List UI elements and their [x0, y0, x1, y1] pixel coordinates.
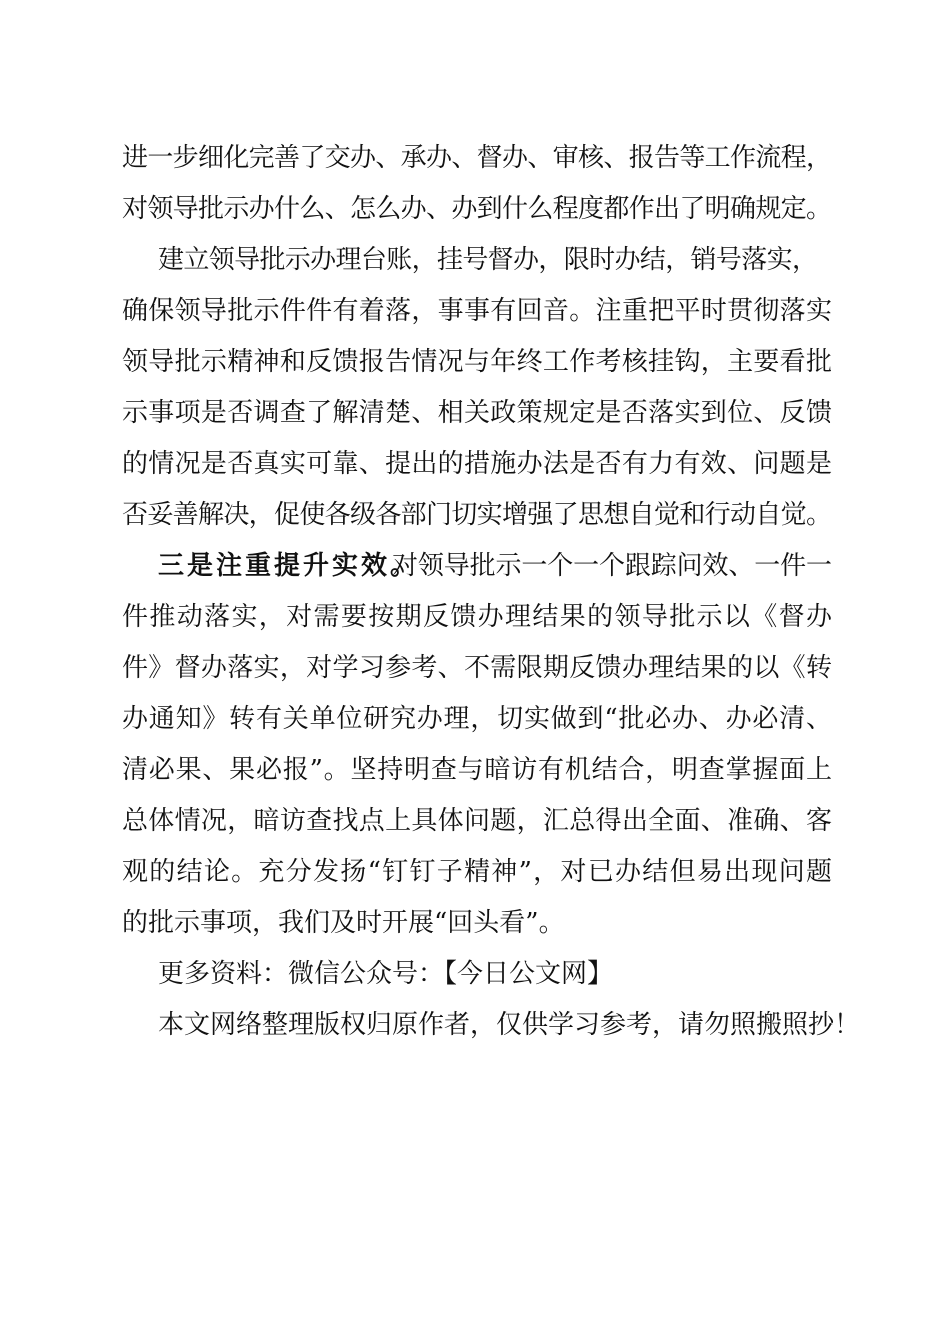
line-text: 件》督办落实，对学习参考、不需限期反馈办理结果的以《转 [122, 653, 833, 683]
text-line-9 [0, 546, 950, 586]
text-line-10 [0, 597, 950, 637]
text-line-2 [0, 189, 950, 229]
text-line-16 [0, 903, 950, 943]
text-line-1 [0, 138, 950, 178]
line-text: 的情况是否真实可靠、提出的措施办法是否有力有效、问题是 [122, 449, 833, 479]
line-text: 更多资料：微信公众号：【今日公文网】 [158, 959, 614, 989]
text-line-12 [0, 699, 950, 739]
text-line-7 [0, 444, 950, 484]
text-line-18 [0, 1005, 950, 1045]
line-text: 进一步细化完善了交办、承办、督办、审核、报告等工作流程， [122, 143, 832, 173]
text-line-11 [0, 648, 950, 688]
text-line-14 [0, 801, 950, 841]
text-line-4 [0, 291, 950, 331]
line-text: 清必果、果必报”。坚持明查与暗访有机结合，明查掌握面上 [122, 755, 833, 785]
bold-heading-prefix: 三是注重提升实效。 [158, 551, 420, 581]
text-line-5 [0, 342, 950, 382]
text-line-15 [0, 852, 950, 892]
text-line-13 [0, 750, 950, 790]
text-line-6 [0, 393, 950, 433]
text-line-8 [0, 495, 950, 535]
line-text: 办通知》转有关单位研究办理，切实做到“批必办、办必清、 [122, 704, 833, 734]
line-text: 建立领导批示办理台账，挂号督办，限时办结，销号落实， [158, 245, 818, 275]
line-text: 总体情况，暗访查找点上具体问题，汇总得出全面、准确、客 [122, 806, 833, 836]
line-text: 确保领导批示件件有着落，事事有回音。注重把平时贯彻落实 [122, 296, 833, 326]
line-text: 本文网络整理版权归原作者，仅供学习参考，请勿照搬照抄！ [158, 1010, 861, 1040]
line-text: 观的结论。充分发扬“钉钉子精神”，对已办结但易出现问题 [122, 857, 834, 887]
line-text: 否妥善解决，促使各级各部门切实增强了思想自觉和行动自觉。 [122, 500, 832, 530]
line-text: 的批示事项，我们及时开展“回头看”。 [122, 908, 565, 938]
line-text: 示事项是否调查了解清楚、相关政策规定是否落实到位、反馈 [122, 398, 833, 428]
text-line-3 [0, 240, 950, 280]
line-text: 领导批示精神和反馈报告情况与年终工作考核挂钩，主要看批 [122, 347, 833, 377]
text-line-17 [0, 954, 950, 994]
line-text: 对领导批示办什么、怎么办、办到什么程度都作出了明确规定。 [122, 194, 832, 224]
line-text: 件推动落实，对需要按期反馈办理结果的领导批示以《督办 [122, 602, 834, 632]
line-text: 对领导批示一个一个跟踪问效、一件一 [392, 551, 832, 581]
